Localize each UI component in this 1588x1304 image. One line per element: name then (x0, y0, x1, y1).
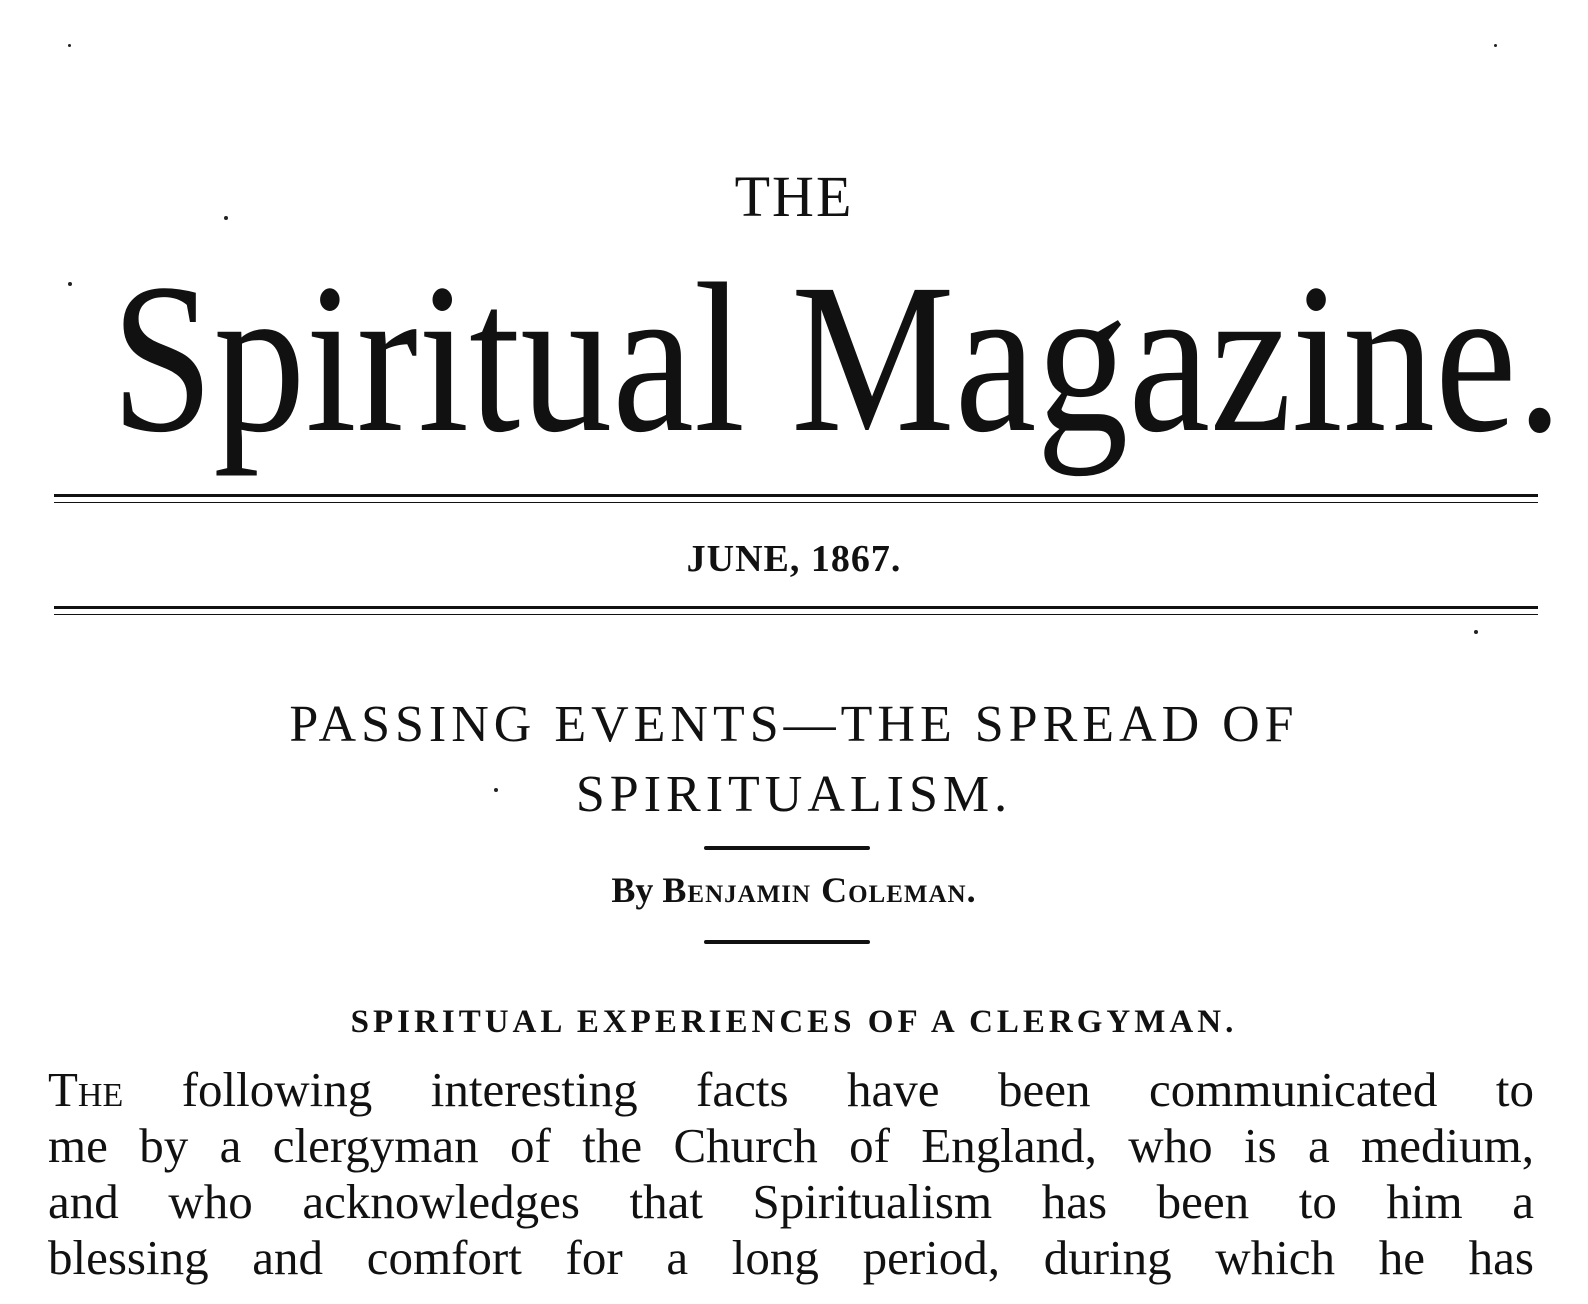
speck-mark (1494, 44, 1497, 47)
byline-author: Benjamin Coleman. (662, 870, 977, 910)
section-heading: SPIRITUAL EXPERIENCES OF A CLERGYMAN. (350, 1004, 1238, 1040)
lead-word: The (48, 1062, 124, 1117)
double-rule-top (54, 494, 1538, 503)
byline (0, 872, 1588, 908)
article-body (48, 1062, 1534, 1286)
speck-mark (1474, 630, 1478, 634)
body-line (48, 1062, 1534, 1118)
body-line: and who acknowledges that Spiritualism has been to him a (48, 1174, 1534, 1229)
byline-prefix: By (611, 870, 654, 910)
article-title (0, 690, 1588, 830)
speck-mark (68, 282, 72, 286)
double-rule-bottom (54, 606, 1538, 615)
article-title-line-1: PASSING EVENTS—THE SPREAD OF (289, 696, 1299, 753)
issue-date: JUNE, 1867. (686, 538, 902, 580)
body-line: me by a clergyman of the Church of England, who is a medium, (48, 1118, 1534, 1173)
body-line: blessing and comfort for a long period, during which he has (48, 1230, 1534, 1285)
speck-mark (68, 44, 71, 47)
article-title-line-2: SPIRITUALISM. (575, 766, 1013, 823)
body-line-text: following interesting facts have been communicated to (123, 1062, 1534, 1117)
masthead-title: Spiritual Magazine. (111, 240, 1563, 477)
byline-divider (704, 940, 870, 944)
title-divider (704, 846, 870, 850)
masthead-the: THE (734, 164, 854, 229)
